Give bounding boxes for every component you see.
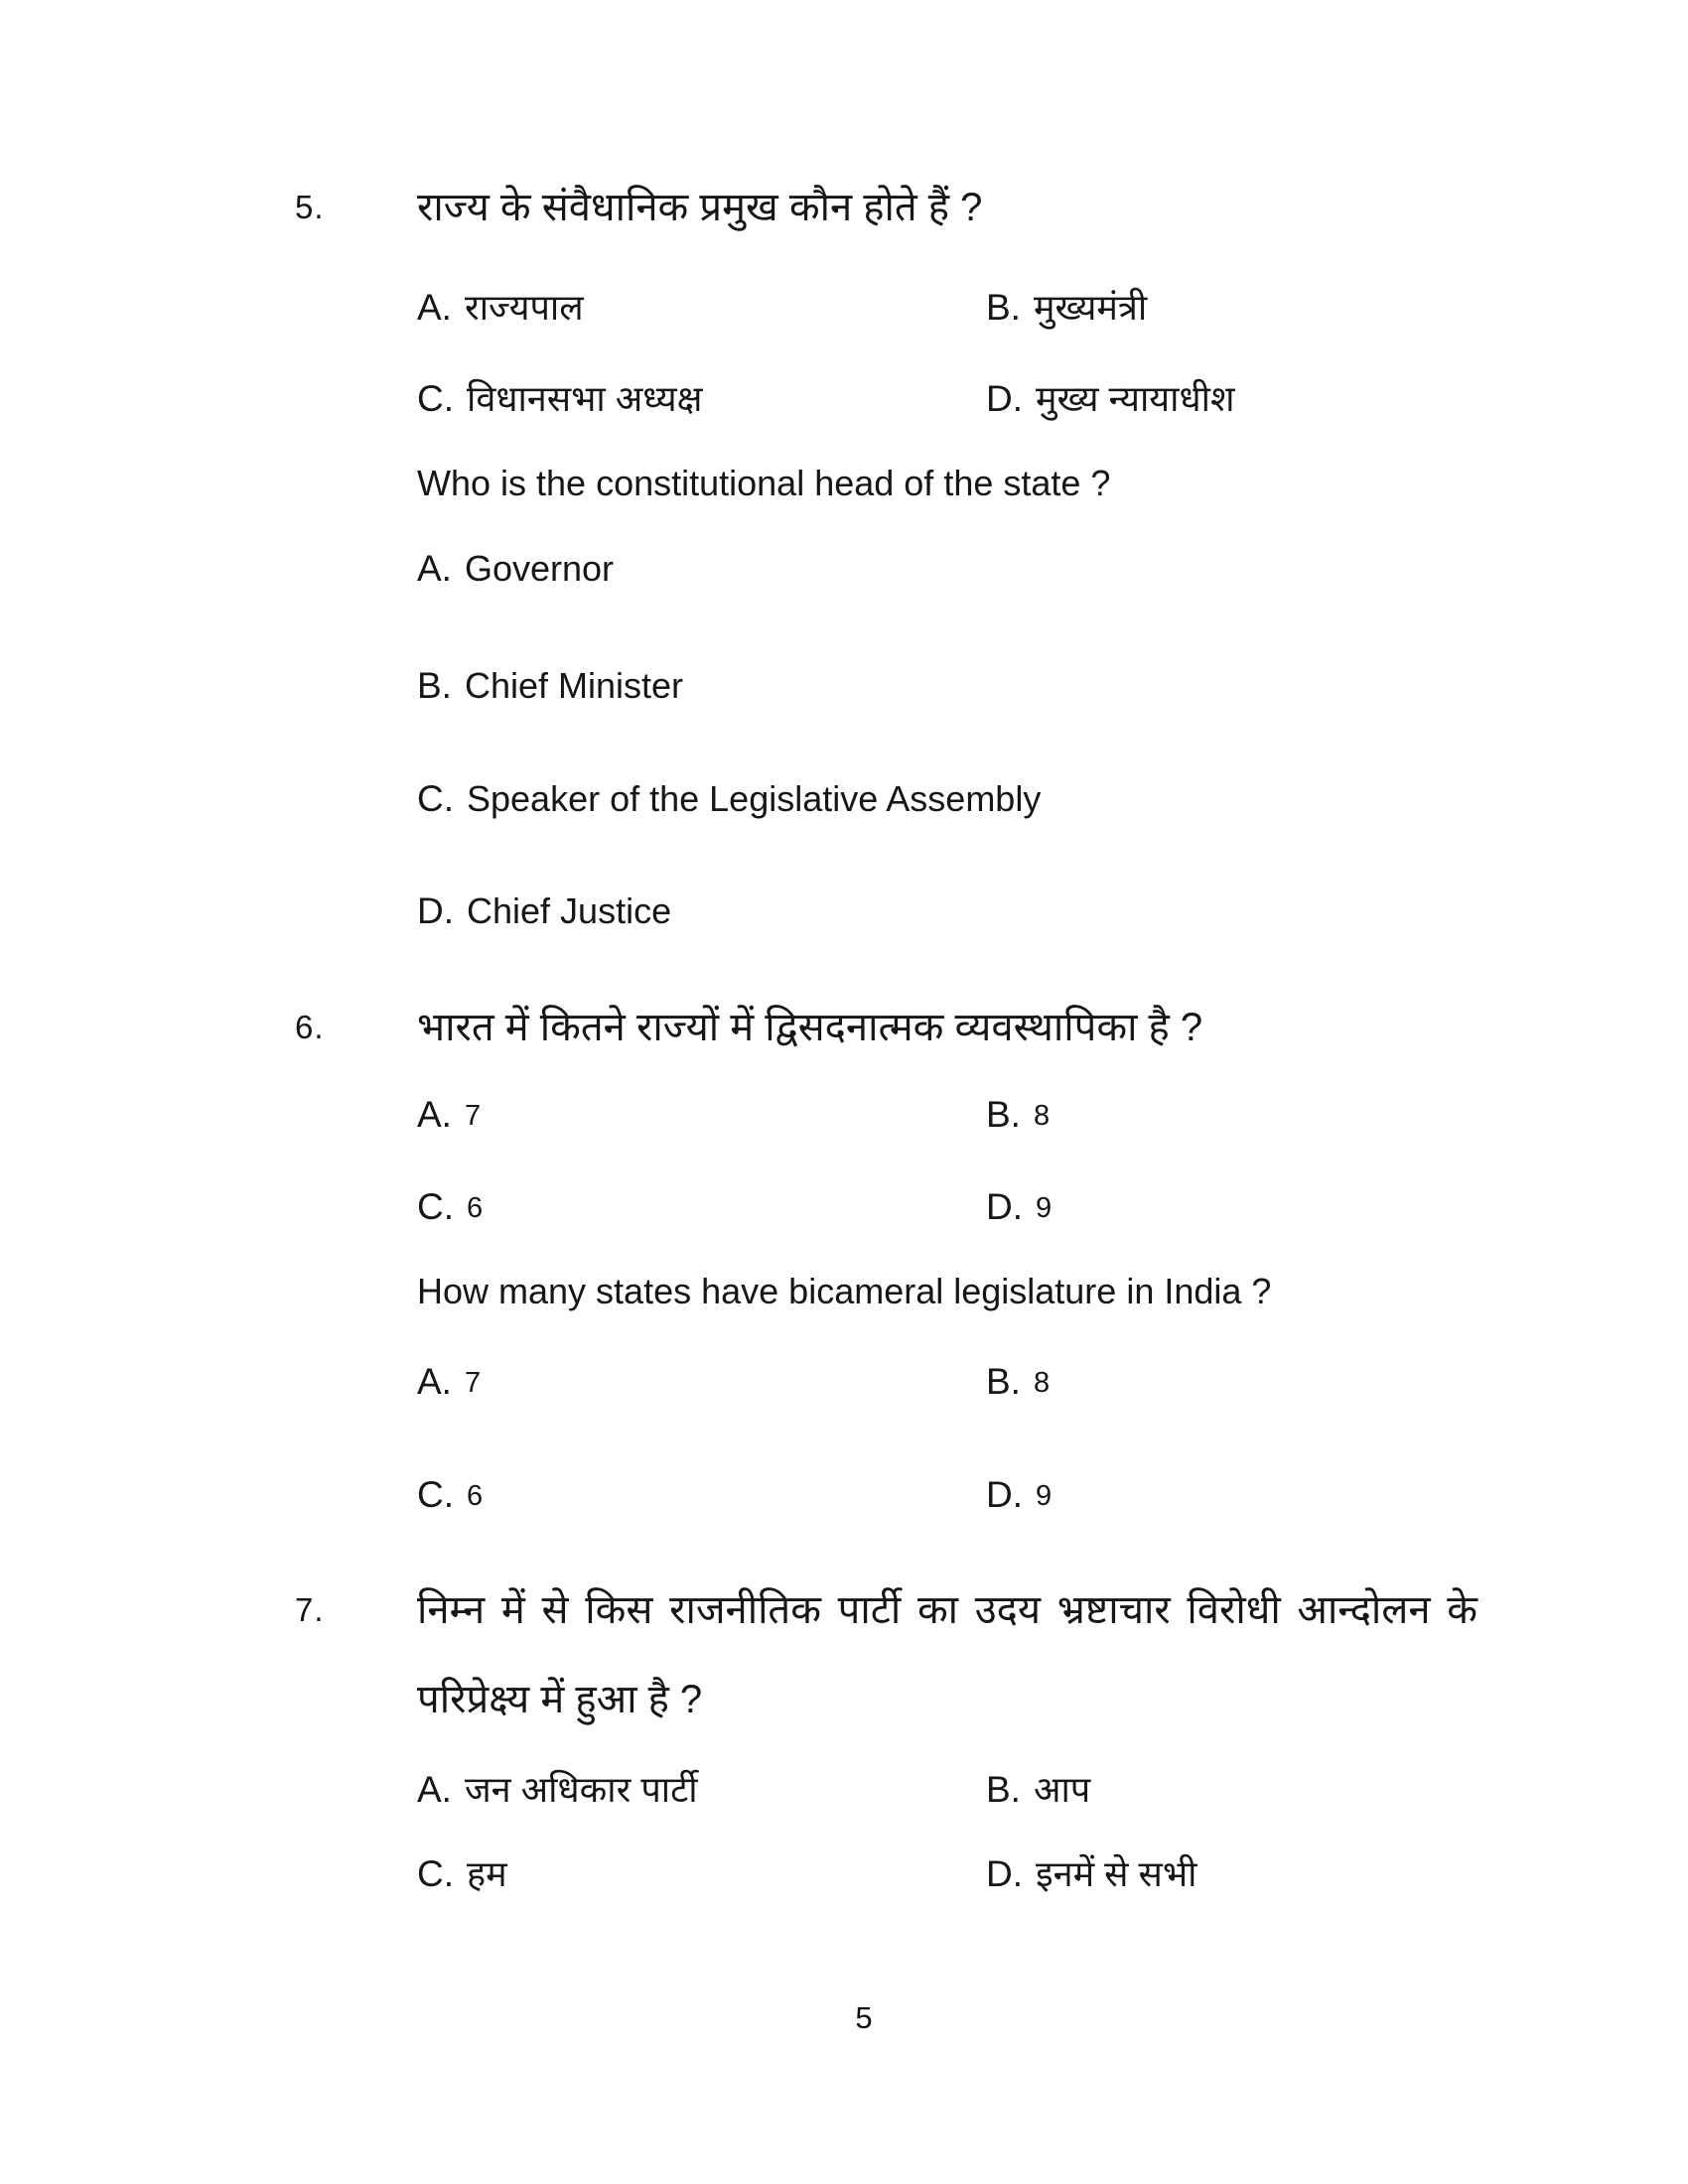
- option-text: जन अधिकार पार्टी: [464, 1768, 698, 1810]
- option-label: B.: [986, 1093, 1021, 1135]
- question-6: [0, 1004, 1688, 1518]
- option-text: Governor: [464, 548, 615, 590]
- option-label: A.: [417, 1361, 452, 1403]
- question-5-hindi-options-row-1: [417, 286, 1688, 330]
- option-label: C.: [417, 1186, 454, 1228]
- question-6-hindi-row: [0, 1004, 1688, 1051]
- question-5-english-option-b: [417, 664, 1688, 708]
- question-text-hindi: राज्य के संवैधानिक प्रमुख कौन होते हैं ?: [417, 186, 983, 229]
- option-a-english: [417, 1360, 986, 1404]
- option-label: A.: [417, 1768, 452, 1810]
- option-label: B.: [986, 1361, 1021, 1403]
- page-number: 5: [855, 2000, 873, 2035]
- option-label: A.: [417, 1093, 452, 1135]
- option-text: 8: [1033, 1099, 1051, 1132]
- option-label: D.: [986, 1474, 1023, 1516]
- option-text: इनमें से सभी: [1036, 1853, 1197, 1895]
- option-label: D.: [986, 378, 1023, 420]
- option-label: B.: [986, 287, 1021, 328]
- question-6-english-options-row-2: [417, 1473, 1688, 1517]
- question-6-english-options-row-1: [417, 1360, 1688, 1404]
- option-a-hindi: [417, 1093, 986, 1137]
- option-text: हम: [467, 1853, 507, 1895]
- option-c-hindi: [417, 377, 986, 421]
- question-number: 7.: [295, 1590, 325, 1628]
- question-5-english-option-a: [417, 547, 1688, 591]
- option-label: D.: [417, 890, 454, 932]
- option-text: आप: [1033, 1768, 1091, 1810]
- option-label: C.: [417, 1474, 454, 1516]
- option-text: 7: [464, 1367, 482, 1400]
- option-text: राज्यपाल: [464, 287, 584, 328]
- question-5-english-option-d: [417, 889, 1688, 933]
- option-text: 8: [1033, 1367, 1051, 1400]
- question-7: [0, 1586, 1688, 1897]
- option-text: मुख्य न्यायाधीश: [1036, 378, 1235, 420]
- option-label: B.: [417, 664, 452, 706]
- option-c-hindi: [417, 1185, 986, 1229]
- option-c-english: [417, 1473, 986, 1517]
- option-text: Speaker of the Legislative Assembly: [467, 778, 1042, 820]
- option-b-hindi: [986, 1093, 1688, 1137]
- option-label: A.: [417, 548, 452, 590]
- option-label: D.: [986, 1853, 1023, 1895]
- option-b-english: [986, 1360, 1688, 1404]
- question-5-english-option-c: [417, 777, 1688, 821]
- option-text: 6: [467, 1480, 484, 1513]
- question-6-hindi-options-row-1: [417, 1093, 1688, 1137]
- option-d-hindi: [986, 1185, 1688, 1229]
- question-text-hindi-line-1: निम्न में से किस राजनीतिक पार्टी का उदय भ्रष्टाचार विरोधी आन्दोलन के: [417, 1587, 1477, 1632]
- option-text: विधानसभा अध्यक्ष: [467, 378, 703, 420]
- option-text: 7: [464, 1099, 482, 1132]
- option-text: 6: [467, 1192, 484, 1225]
- option-d-hindi: [986, 377, 1688, 421]
- question-text-english: Who is the constitutional head of the state ?: [417, 462, 1111, 503]
- option-a-hindi: [417, 286, 986, 330]
- option-c-hindi: [417, 1852, 986, 1896]
- option-text: 9: [1036, 1192, 1053, 1225]
- question-number: 5.: [295, 189, 325, 225]
- option-label: C.: [417, 778, 454, 820]
- question-7-options-row-1: [417, 1768, 1688, 1812]
- option-d-hindi: [986, 1852, 1688, 1896]
- question-7-hindi-row: [0, 1586, 1688, 1723]
- question-5-hindi-options-row-2: [417, 377, 1688, 421]
- option-label: B.: [986, 1768, 1021, 1810]
- question-6-hindi-options-row-2: [417, 1185, 1688, 1229]
- option-text: Chief Minister: [464, 664, 684, 706]
- option-label: C.: [417, 1853, 454, 1895]
- option-label: A.: [417, 287, 452, 328]
- option-text: मुख्यमंत्री: [1033, 287, 1148, 328]
- option-text: 9: [1036, 1480, 1053, 1513]
- option-a-hindi: [417, 1768, 986, 1812]
- question-number: 6.: [295, 1008, 325, 1045]
- option-d-english: [986, 1473, 1688, 1517]
- option-label: D.: [986, 1186, 1023, 1228]
- question-text-english: How many states have bicameral legislature in India ?: [417, 1270, 1272, 1311]
- question-text-hindi-line-2: परिप्रेक्ष्य में हुआ है ?: [417, 1677, 703, 1721]
- option-b-hindi: [986, 286, 1688, 330]
- question-5-hindi-row: [0, 184, 1688, 231]
- option-b-hindi: [986, 1768, 1688, 1812]
- option-text: Chief Justice: [467, 890, 672, 932]
- question-5: [0, 184, 1688, 934]
- question-text-hindi: भारत में कितने राज्यों में द्विसदनात्मक व्यवस्थापिका है ?: [417, 1005, 1203, 1049]
- question-7-options-row-2: [417, 1852, 1688, 1896]
- option-label: C.: [417, 378, 454, 420]
